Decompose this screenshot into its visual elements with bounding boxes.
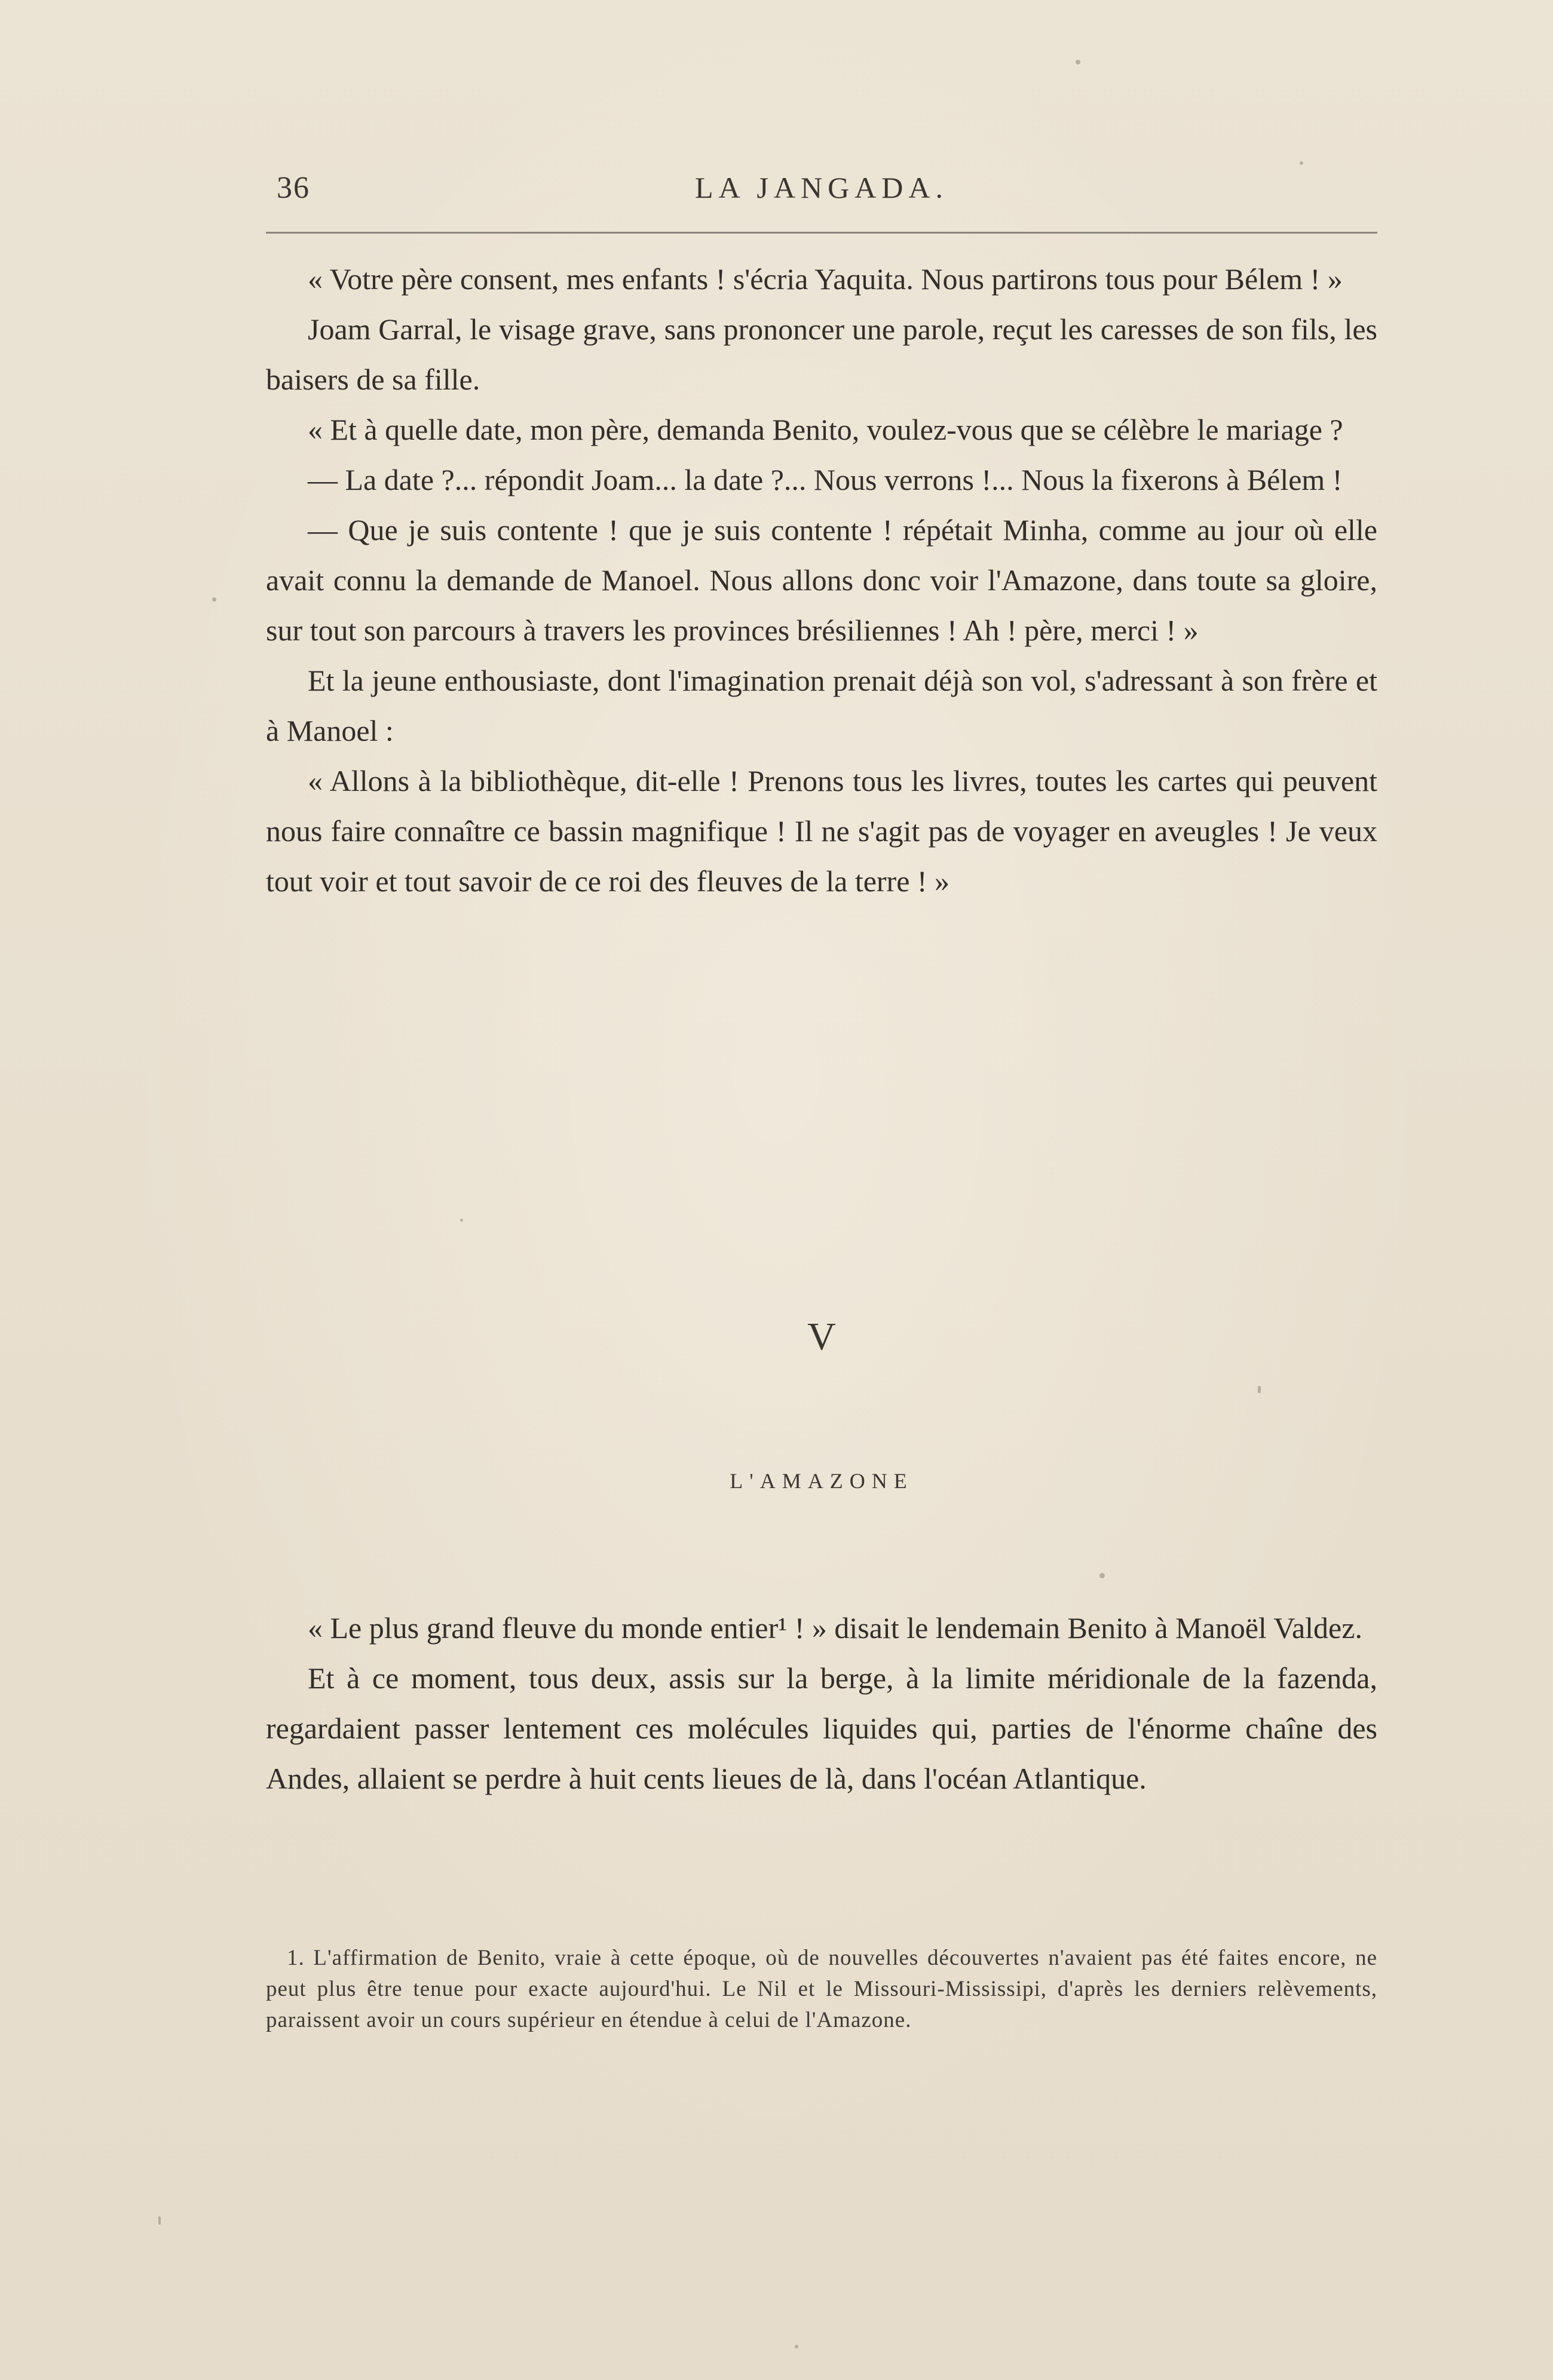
- footnote-text: 1. L'affirmation de Benito, vraie à cette époque, où de nouvelles découvertes n'avaient pas été faites encore, ne peut plus être tenue pour exacte aujourd'hui. Le Nil et le Missouri-Mississipi, d'après les derniers relèvements, paraissent avoir un cours supérieur en étendue à celui de l'Amazone.: [266, 1946, 1377, 2032]
- body-text-bottom: [266, 1603, 1377, 1804]
- paragraph: Joam Garral, le visage grave, sans prononcer une parole, reçut les caresses de son fils, les baisers de sa fille.: [266, 312, 1377, 396]
- paragraph: « Votre père consent, mes enfants ! s'écria Yaquita. Nous partirons tous pour Bélem ! »: [308, 262, 1343, 296]
- paragraph: Et à ce moment, tous deux, assis sur la berge, à la limite méridionale de la fazenda, regardaient passer lentement ces molécules liquides qui, parties de l'énorme chaîne des Andes, allaient se perdre à huit cents lieues de là, dans l'océan Atlantique.: [266, 1661, 1377, 1795]
- page-number: 36: [277, 171, 310, 205]
- chapter-title: L'AMAZONE: [730, 1469, 914, 1493]
- page-header: [266, 170, 1377, 218]
- paper-speck: [460, 1219, 463, 1222]
- paper-speck: [1258, 1386, 1261, 1393]
- paper-speck: [795, 2345, 798, 2348]
- paragraph: « Et à quelle date, mon père, demanda Benito, voulez-vous que se célèbre le mariage ?: [308, 413, 1343, 446]
- header-rule: [266, 232, 1377, 234]
- paper-speck: [1076, 60, 1080, 65]
- paragraph: « Le plus grand fleuve du monde entier¹ ! » disait le lendemain Benito à Manoël Valdez.: [308, 1611, 1362, 1645]
- paragraph: Et la jeune enthousiaste, dont l'imagination prenait déjà son vol, s'adressant à son frère et à Manoel :: [266, 664, 1377, 747]
- chapter-number: V: [807, 1315, 836, 1358]
- paper-speck: [1300, 161, 1303, 165]
- body-text-top: [266, 254, 1377, 906]
- paper-speck: [158, 2216, 161, 2225]
- paragraph: — La date ?... répondit Joam... la date ?... Nous verrons !... Nous la fixerons à Bélem !: [308, 463, 1343, 496]
- paragraph: « Allons à la bibliothèque, dit-elle ! Prenons tous les livres, toutes les cartes qui peuvent nous faire connaître ce bassin magnifique ! Il ne s'agit pas de voyager en aveugles ! Je veux tout voir et tout savoir de ce roi des fleuves de la terre ! »: [266, 764, 1377, 898]
- paper-speck: [212, 597, 216, 602]
- paper-speck: [1099, 1573, 1105, 1578]
- footnote: [266, 1943, 1377, 2036]
- paragraph: — Que je suis contente ! que je suis contente ! répétait Minha, comme au jour où elle avait connu la demande de Manoel. Nous allons donc voir l'Amazone, dans toute sa gloire, sur tout son parcours à travers les provinces brésiliennes ! Ah ! père, merci ! »: [266, 513, 1377, 647]
- running-title: LA JANGADA.: [695, 171, 948, 204]
